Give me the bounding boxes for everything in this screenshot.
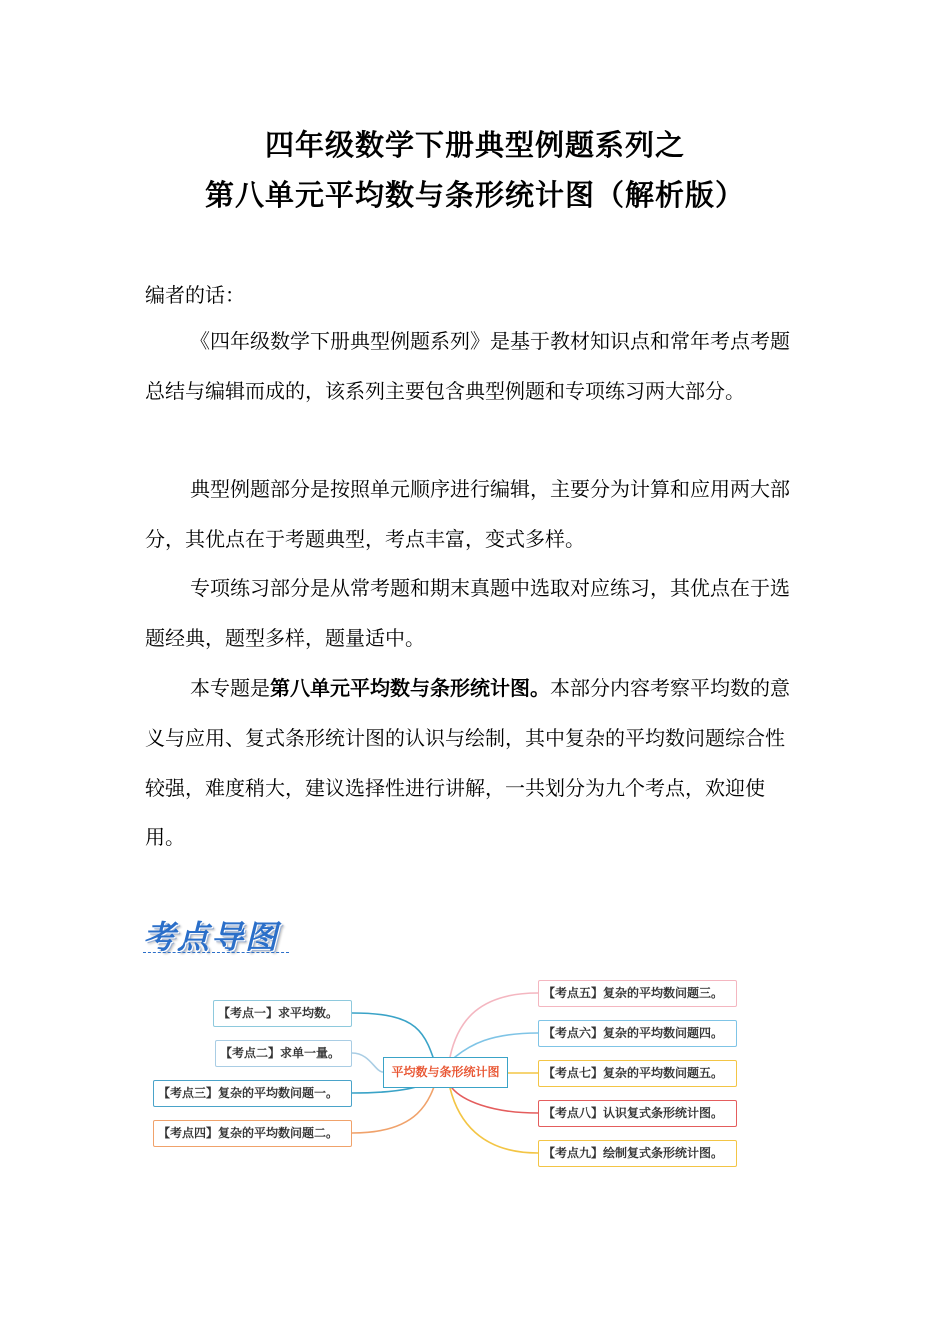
mindmap-center-node: 平均数与条形统计图: [383, 1057, 508, 1088]
editor-note-heading: 编者的话：: [145, 283, 245, 307]
intro-paragraph-2: 典型例题部分是按照单元顺序进行编辑，主要分为计算和应用两大部分，其优点在于考题典型，考点丰富，变式多样。: [145, 477, 790, 551]
mindmap-node-topic-3: 【考点三】复杂的平均数问题一。: [153, 1080, 352, 1107]
mindmap-node-topic-6: 【考点六】复杂的平均数问题四。: [538, 1020, 737, 1047]
document-title-line-1: 四年级数学下册典型例题系列之: [264, 128, 685, 162]
document-title-line-2: 第八单元平均数与条形统计图（解析版）: [204, 178, 745, 212]
intro-paragraph-3: 专项练习部分是从常考题和期末真题中选取对应练习，其优点在于选题经典，题型多样，题量适中。: [145, 576, 790, 650]
mindmap-title-underline: [143, 952, 289, 953]
mindmap-node-topic-1: 【考点一】求平均数。: [213, 1000, 352, 1027]
mindmap-node-topic-8: 【考点八】认识复式条形统计图。: [538, 1100, 737, 1127]
p4-topic-bold: 第八单元平均数与条形统计图。: [270, 676, 550, 700]
mindmap-node-topic-7: 【考点七】复杂的平均数问题五。: [538, 1060, 737, 1087]
connector-right-6: [455, 1033, 538, 1057]
p4-lead-text: 本专题是: [190, 676, 270, 700]
mindmap-node-topic-5: 【考点五】复杂的平均数问题三。: [538, 980, 737, 1007]
connector-left-2: [352, 1053, 383, 1072]
mindmap-node-topic-2: 【考点二】求单一量。: [215, 1040, 352, 1067]
mindmap-node-topic-9: 【考点九】绘制复式条形统计图。: [538, 1140, 737, 1167]
connector-right-5: [450, 993, 538, 1057]
p4-rest-text: 本部分内容考察平均数的意义与应用、复式条形统计图的认识与绘制，其中复杂的平均数问题综合性较强，难度稍大，建议选择性进行讲解，一共划分为九个考点，欢迎使用。: [145, 676, 790, 850]
intro-paragraph-1: 《四年级数学下册典型例题系列》是基于教材知识点和常年考点考题总结与编辑而成的，该系列主要包含典型例题和专项练习两大部分。: [145, 329, 790, 403]
mindmap-section-title: 考点导图: [143, 918, 280, 956]
mindmap-node-topic-4: 【考点四】复杂的平均数问题二。: [153, 1120, 352, 1147]
connector-right-8: [452, 1088, 538, 1113]
intro-paragraph-4: [145, 664, 795, 863]
